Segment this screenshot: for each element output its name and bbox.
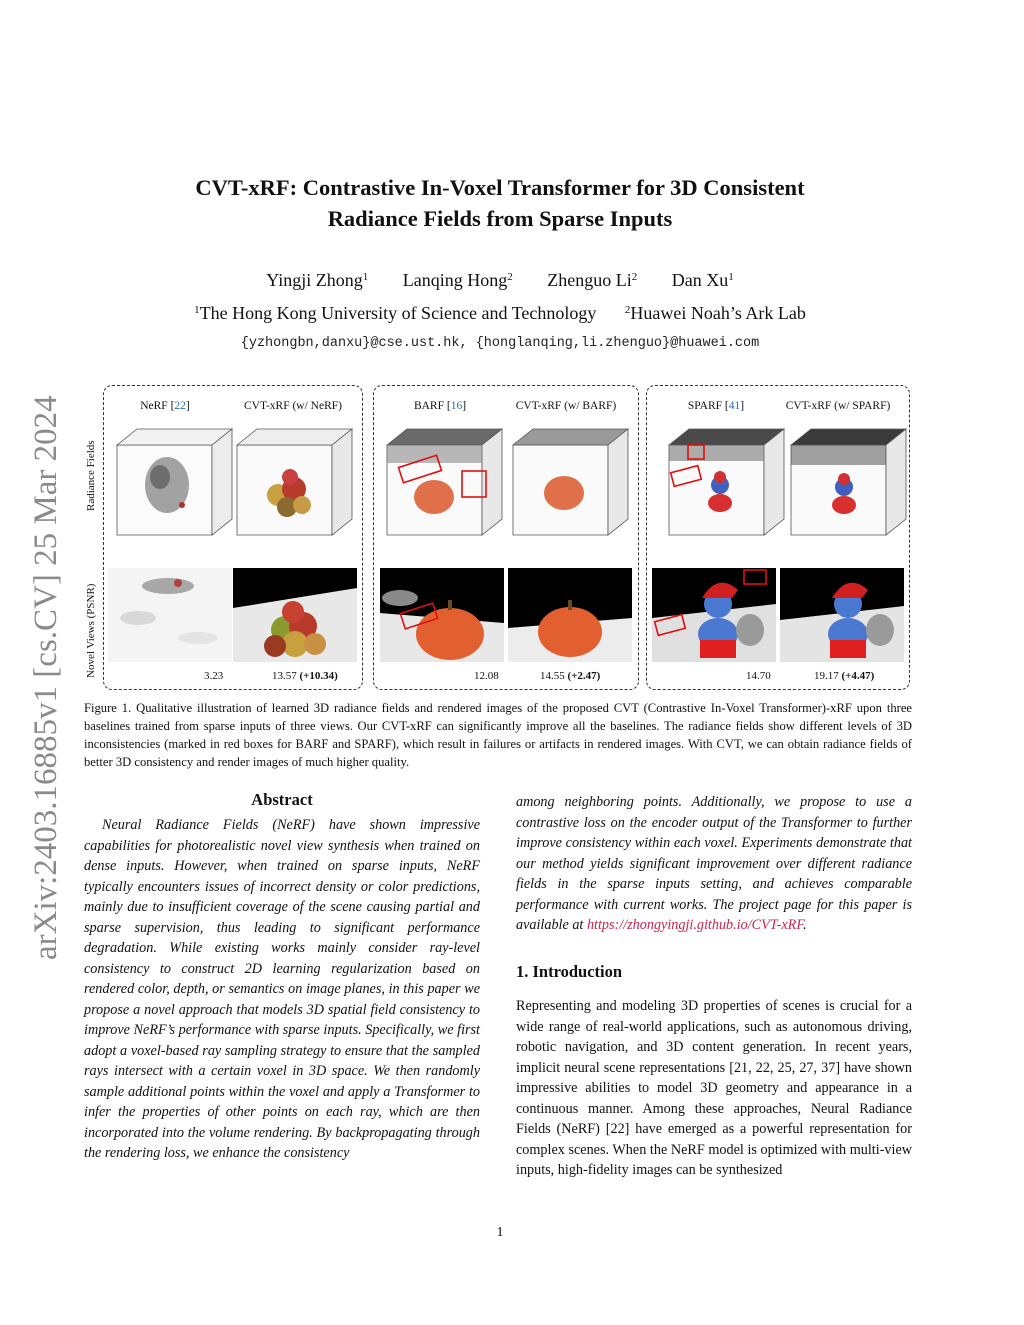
abstract-text-continued: among neighboring points. Additionally, we propose to use a contrastive loss on the encoder output of the Transformer to further improve consistency within each voxel. Experiments demonstrate that our method yields significant improvement over different radiance fields in the sparse inputs setting, and achieves comparable performance with current works. The project page for this paper is available at https://zhongyingji.github.io/CVT-xRF. (516, 794, 912, 933)
novel-view-cvt-nerf (233, 568, 357, 662)
novel-view-cvt-barf (508, 568, 632, 662)
paper-title (100, 172, 900, 234)
arxiv-stamp-text: arXiv:2403.16885v1 [cs.CV] 25 Mar 2024 (28, 395, 64, 960)
row-label-novel-views (82, 570, 100, 682)
col-label-barf: BARF [16] (413, 400, 467, 412)
author: Zhenguo Li$^2$ (547, 270, 638, 290)
row-label-radiance-fields (82, 425, 100, 515)
radiance-field-nerf (112, 425, 236, 545)
section-heading-introduction: 1. Introduction (516, 962, 623, 981)
radiance-field-cvt-nerf (232, 425, 356, 545)
author: Lanqing Hong$^2$ (402, 270, 513, 290)
abstract-text: Neural Radiance Fields (NeRF) have shown impressive capabilities for photorealistic novel view synthesis when trained on dense inputs. However, when trained on sparse inputs, NeRF typically encounters issues of incorrect density or color predictions, mainly due to insufficient coverage of the scene causing partial and sparse supervision, thus leading to significant performance degradation. While existing works mainly consider ray-level consistency to construct 2D learning regularization based on rendered color, depth, or semantics on image planes, in this paper we propose a novel approach that models 3D spatial field consistency to improve NeRF’s performance with sparse inputs. Specifically, we first adopt a voxel-based ray sampling strategy to ensure that the sampled rays intersect with a certain voxel in 3D space. We then randomly sample additional points within the voxel and apply a Transformer to infer the properties of other points on each ray, which are then incorporated into the volume rendering. By backpropagating through the rendering loss, we enhance the consistency (84, 817, 480, 1161)
psnr-barf: 12.08 (474, 670, 499, 682)
novel-view-cvt-sparf (780, 568, 904, 662)
psnr-cvt-barf: 14.55 (+2.47) (540, 670, 601, 682)
affiliation: $^1$The Hong Kong University of Science and Technology (194, 303, 597, 323)
psnr-nerf: 3.23 (204, 670, 224, 682)
page-number: 1 (496, 1225, 504, 1240)
author: Yingji Zhong$^1$ (266, 270, 369, 290)
arxiv-stamp (24, 350, 64, 970)
col-label-cvt-nerf: CVT-xRF (w/ NeRF) (244, 400, 342, 412)
affiliation: $^2$Huawei Noah’s Ark Lab (624, 303, 806, 323)
author-emails: {yzhongbn,danxu}@cse.ust.hk, {honglanqing,li.zhenguo}@huawei.com (240, 336, 760, 351)
psnr-cvt-sparf: 19.17 (+4.47) (814, 670, 875, 682)
title-line-1: CVT-xRF: Contrastive In-Voxel Transformer for 3D Consistent (195, 175, 805, 200)
col-label-sparf: SPARF [41] (687, 400, 745, 412)
author: Dan Xu$^1$ (671, 270, 734, 290)
radiance-field-sparf (664, 425, 788, 545)
novel-view-sparf (652, 568, 776, 662)
radiance-field-barf (382, 425, 506, 545)
novel-view-nerf (108, 568, 232, 662)
affiliations (100, 303, 900, 324)
svg-text:Radiance Fields: Radiance Fields (85, 440, 97, 511)
col-label-nerf: NeRF [22] (140, 400, 190, 412)
novel-view-barf (380, 568, 504, 662)
svg-text:Novel Views (PSNR): Novel Views (PSNR) (85, 583, 97, 678)
col-label-cvt-sparf: CVT-xRF (w/ SPARF) (785, 400, 891, 412)
radiance-field-cvt-sparf (786, 425, 910, 545)
psnr-cvt-nerf: 13.57 (+10.34) (272, 670, 338, 682)
author-list (100, 270, 900, 291)
project-page-link[interactable]: https://zhongyingji.github.io/CVT-xRF (586, 917, 804, 933)
introduction-text: Representing and modeling 3D properties of scenes is crucial for a wide range of real-world applications, such as autonomous driving, robotic navigation, and 3D content generation. In recent years, implicit neural scene representations [21, 22, 25, 27, 37] have shown impressive abilities to model 3D geometry and appearance in a continuous manner. Among these approaches, Neural Radiance Fields (NeRF) [22] have emerged as a powerful representation for complex scenes. When the NeRF model is optimized with multi-view inputs, high-fidelity images can be synthesized (516, 998, 912, 1178)
col-label-cvt-barf: CVT-xRF (w/ BARF) (515, 400, 617, 412)
title-line-2: Radiance Fields from Sparse Inputs (327, 206, 673, 231)
abstract-heading: Abstract (251, 790, 313, 809)
radiance-field-cvt-barf (508, 425, 632, 545)
psnr-sparf: 14.70 (746, 670, 771, 682)
figure-caption: Figure 1. Qualitative illustration of learned 3D radiance fields and rendered images of the proposed CVT (Contrastive In-Voxel Transformer)-xRF upon three baselines trained from sparse inputs of three views. Our CVT-xRF can significantly improve all the baselines. The radiance fields show different levels of 3D inconsistencies (marked in red boxes for BARF and SPARF), which result in failures or artifacts in rendered images. With CVT, we can obtain radiance fields of better 3D consistency and render images of much higher quality. (84, 701, 912, 769)
